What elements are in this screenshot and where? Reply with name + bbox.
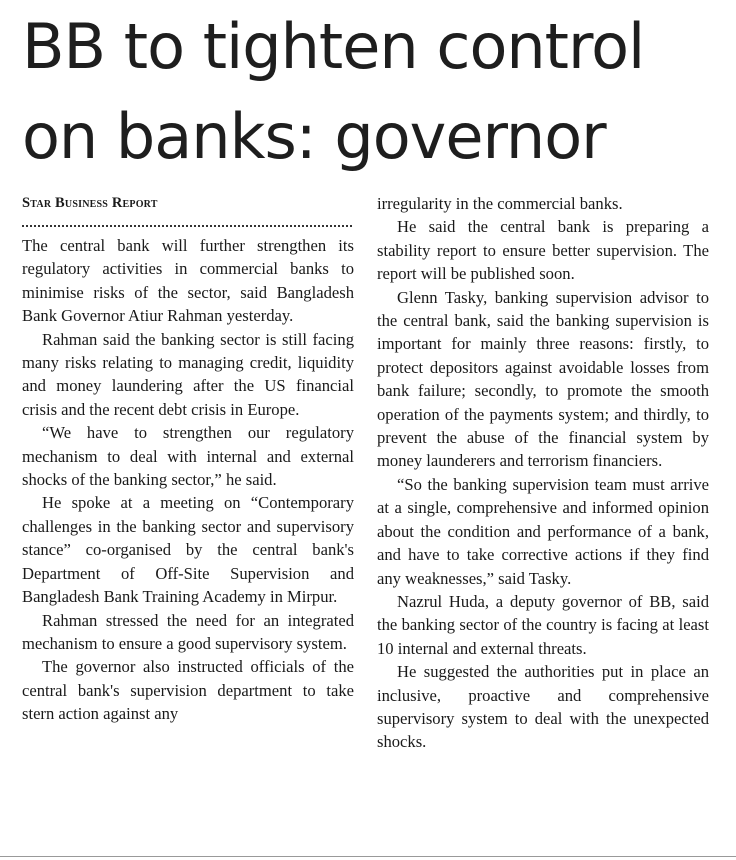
paragraph: “We have to strengthen our regulatory mechanism to deal with internal and external shocks of the banking sector,” he said. [22, 423, 354, 490]
bottom-rule [0, 856, 736, 857]
paragraph-continuation: irregularity in the commercial banks. [377, 194, 623, 213]
paragraph: Glenn Tasky, banking supervision advisor to the central bank, said the banking supervision is important for mainly three reasons: firstly, to protect depositors against avoidable losses from bank failure; secondly, to promote the smooth operation of the payments system; and thirdly, to prevent the abuse of the financial system by money launderers and terrorism financiers. [377, 287, 709, 471]
paragraph: Nazrul Huda, a deputy governor of BB, said the banking sector of the country is facing at least 10 internal and external threats. [377, 591, 709, 658]
paragraph: He spoke at a meeting on “Contemporary challenges in the banking sector and supervisory stance” co-organised by the central bank's Department of Off-Site Supervision and Bangladesh Bank Training Academy in Mirpur. [22, 493, 354, 607]
byline-dotted-rule [22, 215, 352, 227]
byline: Star Business Report [22, 195, 158, 211]
headline: BB to tighten control on banks: governor [22, 10, 645, 173]
paragraph: The governor also instructed officials of the central bank's supervision department to take stern action against any [22, 657, 354, 724]
article-column-right [377, 192, 709, 754]
paragraph: Rahman said the banking sector is still facing many risks relating to managing credit, liquidity and money laundering after the US financial crisis and the recent debt crisis in Europe. [22, 329, 354, 419]
paragraph: He said the central bank is preparing a stability report to ensure better supervision. The report will be published soon. [377, 217, 709, 284]
article-column-left [22, 192, 354, 726]
paragraph: Rahman stressed the need for an integrated mechanism to ensure a good supervisory system. [22, 610, 354, 653]
paragraph: He suggested the authorities put in place an inclusive, proactive and comprehensive supervisory system to deal with the unexpected shocks. [377, 662, 709, 752]
paragraph: “So the banking supervision team must arrive at a single, comprehensive and informed opinion about the condition and performance of a bank, and have to take corrective actions if they find any weaknesses,” said Tasky. [377, 474, 709, 588]
paragraph: The central bank will further strengthen its regulatory activities in commercial banks to minimise risks of the sector, said Bangladesh Bank Governor Atiur Rahman yesterday. [22, 236, 354, 326]
